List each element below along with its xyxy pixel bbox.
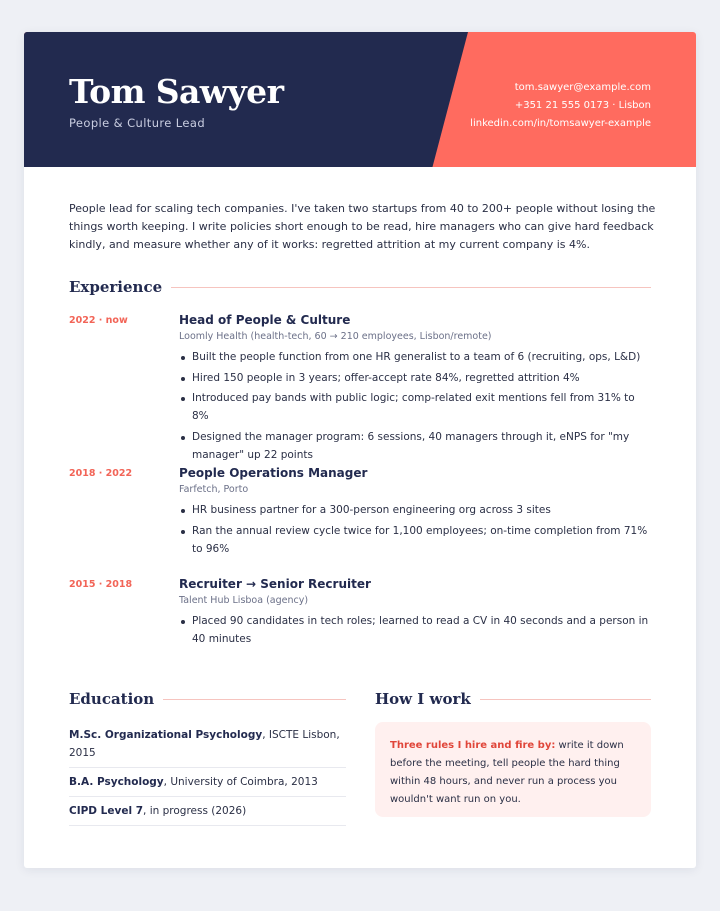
job-bullet: Designed the manager program: 6 sessions, 40 managers through it, eNPS for "my manager" up 22 points	[179, 428, 651, 464]
job-bullet: Ran the annual review cycle twice for 1,100 employees; on-time completion from 71% to 96%	[179, 522, 651, 558]
education-list	[69, 726, 346, 831]
contact-phone-location: +351 21 555 0173 · Lisbon	[514, 100, 651, 111]
how-i-work-callout	[375, 722, 651, 817]
how-i-work-title: How I work	[375, 690, 471, 708]
contact-linkedin[interactable]: linkedin.com/in/tomsawyer-example	[470, 118, 651, 129]
profile-summary: People lead for scaling tech companies. I've taken two startups from 40 to 200+ people without losing the things worth keeping. I write policies short enough to be read, hire managers who can give hard feedback kindly, and measure whether any of it works: regretted attrition at my current company is 4%.	[69, 202, 656, 251]
job-bullet: Introduced pay bands with public logic; comp-related exit mentions fell from 31% to 8%	[179, 389, 651, 425]
job-company: Talent Hub Lisboa (agency)	[179, 595, 309, 606]
job-title: Head of People & Culture	[179, 313, 351, 327]
job-achievements	[179, 612, 651, 648]
candidate-role: People & Culture Lead	[69, 116, 206, 130]
resume-page	[24, 32, 696, 868]
section-divider	[163, 699, 346, 700]
education-item	[69, 726, 346, 768]
education-degree: B.A. Psychology	[69, 776, 164, 788]
contact-email[interactable]: tom.sawyer@example.com	[514, 82, 651, 93]
job-details	[179, 466, 651, 560]
job-bullet: HR business partner for a 300-person engineering org across 3 sites	[179, 501, 651, 519]
resume-header	[24, 32, 696, 167]
job-dates: 2015 · 2018	[69, 579, 133, 590]
job-title: Recruiter → Senior Recruiter	[179, 577, 371, 591]
education-title: Education	[69, 690, 155, 708]
section-divider	[171, 287, 651, 288]
callout-text: write it down before the meeting, tell people the hard thing within 48 hours, and never run a process you wouldn't want run on you.	[390, 740, 624, 805]
job-company: Farfetch, Porto	[179, 484, 249, 495]
education-item	[69, 773, 346, 797]
job-dates: 2018 · 2022	[69, 468, 133, 479]
experience-heading	[69, 278, 651, 296]
how-i-work-heading	[375, 690, 651, 708]
callout-lead: Three rules I hire and fire by:	[390, 740, 556, 751]
candidate-name: Tom Sawyer	[69, 72, 284, 111]
education-detail: , University of Coimbra, 2013	[163, 776, 318, 788]
education-detail: , in progress (2026)	[143, 805, 247, 817]
section-divider	[480, 699, 651, 700]
job-bullet: Hired 150 people in 3 years; offer-accept rate 84%, regretted attrition 4%	[179, 369, 651, 387]
job-achievements	[179, 348, 651, 464]
education-degree: M.Sc. Organizational Psychology	[69, 729, 263, 741]
education-item	[69, 802, 346, 826]
experience-title: Experience	[69, 278, 163, 296]
education-detail: , ISCTE Lisbon, 2015	[69, 729, 340, 759]
job-title: People Operations Manager	[179, 466, 368, 480]
job-bullet: Placed 90 candidates in tech roles; learned to read a CV in 40 seconds and a person in 40 minutes	[179, 612, 651, 648]
job-details	[179, 577, 651, 651]
job-company: Loomly Health (health-tech, 60 → 210 employees, Lisbon/remote)	[179, 331, 492, 342]
job-bullet: Built the people function from one HR generalist to a team of 6 (recruiting, ops, L&D)	[179, 348, 651, 366]
job-dates: 2022 · now	[69, 315, 128, 326]
job-achievements	[179, 501, 651, 558]
contact-block	[470, 79, 651, 133]
education-heading	[69, 690, 346, 708]
education-degree: CIPD Level 7	[69, 805, 144, 817]
job-details	[179, 313, 651, 466]
